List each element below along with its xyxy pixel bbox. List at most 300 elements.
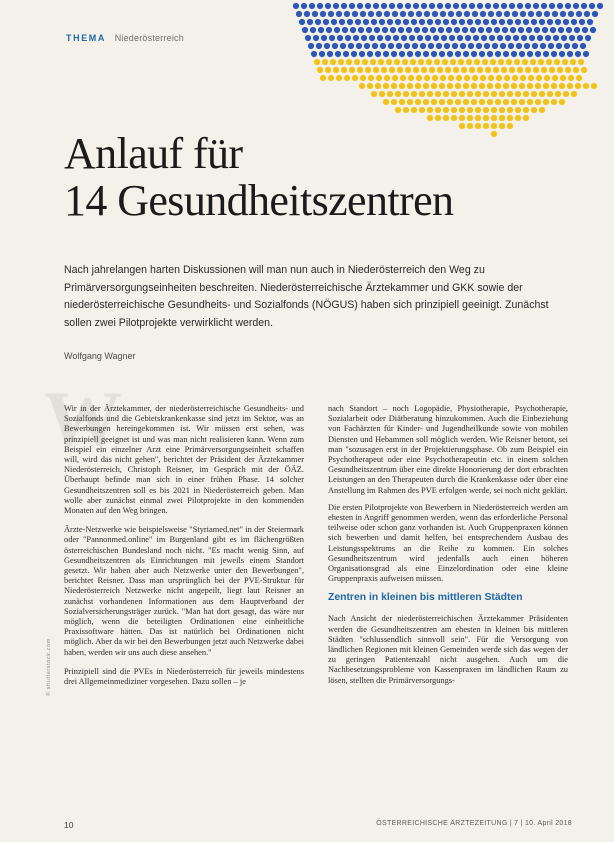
flag-dot — [477, 3, 483, 9]
flag-dot — [490, 59, 496, 65]
flag-dot — [308, 43, 314, 49]
flag-dot — [410, 59, 416, 65]
flag-dot — [480, 75, 486, 81]
flag-dot — [431, 51, 437, 57]
flag-dot — [575, 83, 581, 89]
flag-dot — [511, 83, 517, 89]
flag-dot — [571, 91, 577, 97]
flag-dot — [423, 83, 429, 89]
flag-dot — [429, 67, 435, 73]
flag-dot — [585, 35, 591, 41]
flag-dot — [485, 67, 491, 73]
flag-dot — [436, 43, 442, 49]
flag-dot — [411, 107, 417, 113]
flag-dot — [483, 115, 489, 121]
flag-dot — [479, 99, 485, 105]
flag-dot — [488, 75, 494, 81]
flag-dot — [488, 11, 494, 17]
flag-dot — [415, 51, 421, 57]
flag-dot — [573, 3, 579, 9]
flag-dot — [347, 19, 353, 25]
flag-dot — [553, 35, 559, 41]
flag-dot — [486, 27, 492, 33]
flag-dot — [435, 91, 441, 97]
flag-dot — [461, 67, 467, 73]
flag-dot — [429, 3, 435, 9]
flag-dot — [491, 91, 497, 97]
flag-dot — [500, 43, 506, 49]
flag-dot — [547, 91, 553, 97]
flag-dot — [470, 27, 476, 33]
flag-dot — [433, 35, 439, 41]
flag-dot — [419, 91, 425, 97]
flag-dot — [497, 35, 503, 41]
flag-dot — [483, 123, 489, 129]
flag-dot — [403, 91, 409, 97]
flag-dot — [324, 43, 330, 49]
flag-dot — [464, 75, 470, 81]
flag-dot — [317, 3, 323, 9]
flag-dot — [507, 115, 513, 121]
flag-dot — [373, 67, 379, 73]
flag-dot — [517, 67, 523, 73]
flag-dot — [528, 75, 534, 81]
flag-dot — [388, 43, 394, 49]
flag-dot — [316, 43, 322, 49]
flag-dot — [503, 83, 509, 89]
flag-dot — [542, 27, 548, 33]
flag-dot — [530, 59, 536, 65]
flag-dot — [468, 43, 474, 49]
flag-dot — [459, 107, 465, 113]
flag-dot — [584, 11, 590, 17]
flag-dot — [459, 19, 465, 25]
flag-dot — [491, 19, 497, 25]
flag-dot — [473, 35, 479, 41]
flag-dot — [507, 123, 513, 129]
flag-dot — [400, 75, 406, 81]
flag-dot — [370, 59, 376, 65]
journal-footer: ÖSTERREICHISCHE ÄRZTEZEITUNG | 7 | 10. April 2018 — [376, 820, 572, 827]
flag-dot — [439, 51, 445, 57]
flag-dot — [531, 107, 537, 113]
flag-dot — [359, 51, 365, 57]
flag-dot — [535, 99, 541, 105]
flag-dot — [371, 19, 377, 25]
flag-dot — [485, 3, 491, 9]
flag-dot — [555, 91, 561, 97]
flag-dot — [363, 19, 369, 25]
flag-dot — [467, 115, 473, 121]
flag-dot — [481, 35, 487, 41]
flag-dot — [576, 11, 582, 17]
flag-dot — [427, 115, 433, 121]
flag-dot — [406, 27, 412, 33]
flag-dot — [403, 107, 409, 113]
flag-dot — [382, 27, 388, 33]
flag-dot — [507, 91, 513, 97]
flag-dot — [522, 59, 528, 65]
flag-dot — [432, 75, 438, 81]
flag-dot — [484, 43, 490, 49]
kicker-label: THEMA — [66, 33, 106, 43]
flag-dot — [326, 27, 332, 33]
flag-dot — [533, 67, 539, 73]
flag-dot — [549, 67, 555, 73]
flag-dot — [480, 11, 486, 17]
flag-dot — [381, 67, 387, 73]
flag-dot — [535, 51, 541, 57]
flag-dot — [365, 67, 371, 73]
flag-dot — [541, 3, 547, 9]
flag-dot — [492, 43, 498, 49]
flag-dot — [472, 11, 478, 17]
flag-dot — [435, 115, 441, 121]
flag-dot — [440, 11, 446, 17]
flag-dot — [451, 115, 457, 121]
flag-dot — [523, 91, 529, 97]
flag-dot — [391, 51, 397, 57]
body-paragraph: Prinzipiell sind die PVEs in Niederösterreich für jeweils mindestens drei Allgemeinmediziner vorgesehen. Dazu sollen – je — [64, 666, 304, 687]
flag-dot — [396, 43, 402, 49]
flag-dot — [562, 59, 568, 65]
flag-dot — [368, 75, 374, 81]
flag-dot — [459, 115, 465, 121]
flag-dot — [354, 59, 360, 65]
flag-dot — [305, 35, 311, 41]
flag-dot — [504, 75, 510, 81]
flag-dot — [451, 19, 457, 25]
flag-dot — [443, 115, 449, 121]
flag-dot — [325, 67, 331, 73]
flag-dot — [397, 3, 403, 9]
flag-dot — [531, 19, 537, 25]
flag-dot — [483, 107, 489, 113]
flag-dot — [373, 3, 379, 9]
flag-dot — [408, 75, 414, 81]
flag-dot — [375, 51, 381, 57]
flag-dot — [496, 75, 502, 81]
flag-dot — [498, 59, 504, 65]
flag-dot — [435, 107, 441, 113]
flag-dot — [454, 27, 460, 33]
lead-paragraph: Nach jahrelangen harten Diskussionen will man nun auch in Niederösterreich den Weg zu Primärversorgungseinheiten beschreiten. Niederösterreichische Ärztekammer und GKK sowie der niederösterreichische Gesundheits- und Sozialfonds (NÖGUS) haben sich prinzipiell geeinigt. Zunächst sollen zwei Pilotprojekte verwirklicht werden. — [64, 264, 549, 329]
flag-dot — [590, 27, 596, 33]
flag-dot — [466, 59, 472, 65]
flag-dot — [398, 27, 404, 33]
flag-dot — [548, 43, 554, 49]
flag-dot — [551, 83, 557, 89]
flag-dot — [336, 11, 342, 17]
flag-dot — [507, 19, 513, 25]
flag-dot — [536, 75, 542, 81]
flag-dot — [411, 19, 417, 25]
flag-dot — [519, 51, 525, 57]
flag-dot — [344, 11, 350, 17]
flag-dot — [424, 75, 430, 81]
body-column-1 — [64, 404, 304, 696]
flag-dot — [367, 83, 373, 89]
flag-dot — [441, 35, 447, 41]
flag-dot — [400, 11, 406, 17]
flag-dot — [502, 27, 508, 33]
flag-dot — [559, 51, 565, 57]
flag-dot — [451, 107, 457, 113]
flag-dot — [384, 75, 390, 81]
flag-dot — [567, 51, 573, 57]
flag-dot — [539, 91, 545, 97]
flag-dot — [564, 43, 570, 49]
flag-dot — [341, 3, 347, 9]
flag-dot — [491, 115, 497, 121]
flag-dot — [312, 11, 318, 17]
flag-dot — [432, 11, 438, 17]
flag-dot — [378, 59, 384, 65]
flag-dot — [456, 11, 462, 17]
flag-dot — [512, 11, 518, 17]
flag-dot — [340, 43, 346, 49]
flag-dot — [474, 59, 480, 65]
flag-dot — [307, 19, 313, 25]
flag-dot — [544, 11, 550, 17]
flag-dot — [405, 3, 411, 9]
flag-dot — [479, 51, 485, 57]
flag-dot — [523, 107, 529, 113]
flag-dot — [455, 99, 461, 105]
flag-dot — [377, 35, 383, 41]
flag-dot — [438, 27, 444, 33]
flag-dot — [322, 59, 328, 65]
flag-dot — [510, 27, 516, 33]
flag-dot — [520, 11, 526, 17]
body-paragraph: nach Standort – noch Logopädie, Physiotherapie, Psychotherapie, Sozialarbeit oder Diätberatung hinzukommen. Auch die Einbeziehung von Fachärzten für Kinder- und Jugendheilkunde sowie von mobilen Diensten und Hebammen soll möglich werden. Wie Reisner betont, sei man "sozusagen erst in der Projektierungsphase. Ob zum Beispiel ein Psychotherapeut oder eine Psychotherapeutin etc. in einem solchen Gesundheitszentrum über eine direkte Honorierung der dort erbrachten Leistungen an den Therapeuten durch die Krankenkasse oder über eine Anstellung im Rahmen des PVE erfolgen werde, sei noch nicht geklärt. — [328, 404, 568, 495]
flag-dot — [361, 35, 367, 41]
flag-dot — [578, 59, 584, 65]
flag-dot — [469, 3, 475, 9]
flag-dot — [372, 43, 378, 49]
flag-dot — [533, 3, 539, 9]
headline-line-2: 14 Gesundheitszentren — [64, 176, 454, 225]
flag-dot — [509, 67, 515, 73]
flag-dot — [471, 51, 477, 57]
section-subhead: Zentren in kleinen bis mittleren Städten — [328, 592, 523, 604]
flag-dot — [348, 43, 354, 49]
flag-dot — [387, 19, 393, 25]
flag-dot — [337, 35, 343, 41]
flag-dot — [543, 99, 549, 105]
flag-dot — [335, 51, 341, 57]
flag-dot — [415, 99, 421, 105]
flag-dot — [577, 35, 583, 41]
flag-dot — [527, 51, 533, 57]
flag-dot — [565, 3, 571, 9]
flag-dot — [416, 75, 422, 81]
flag-dot — [472, 75, 478, 81]
flag-dot — [469, 67, 475, 73]
flag-dot — [587, 19, 593, 25]
author-byline: Wolfgang Wagner — [64, 351, 136, 361]
flag-dot — [558, 27, 564, 33]
flag-dot — [597, 3, 603, 9]
flag-dot — [491, 107, 497, 113]
flag-dot — [539, 19, 545, 25]
flag-dot — [385, 35, 391, 41]
flag-dot — [583, 51, 589, 57]
flag-dot — [523, 19, 529, 25]
flag-dot — [471, 99, 477, 105]
flag-dot — [408, 11, 414, 17]
flag-dot — [422, 27, 428, 33]
flag-dot — [416, 11, 422, 17]
flag-dot — [304, 11, 310, 17]
flag-dot — [407, 83, 413, 89]
flag-dot — [447, 83, 453, 89]
flag-dot — [431, 99, 437, 105]
flag-dot — [527, 83, 533, 89]
flag-dot — [395, 91, 401, 97]
flag-dot — [394, 59, 400, 65]
flag-dot — [451, 91, 457, 97]
flag-dot — [475, 123, 481, 129]
flag-dot — [328, 75, 334, 81]
flag-dot — [368, 11, 374, 17]
flag-dot — [552, 11, 558, 17]
flag-dot — [461, 3, 467, 9]
flag-dot — [321, 35, 327, 41]
flag-dot — [333, 67, 339, 73]
flag-dot — [430, 27, 436, 33]
flag-dot — [482, 59, 488, 65]
flag-dot — [418, 59, 424, 65]
flag-dot — [357, 67, 363, 73]
flag-dot — [379, 91, 385, 97]
flag-dot — [467, 19, 473, 25]
flag-dot — [309, 3, 315, 9]
flag-dot — [519, 99, 525, 105]
flag-dot — [449, 35, 455, 41]
flag-dot — [420, 43, 426, 49]
flag-dot — [458, 59, 464, 65]
flag-dot — [534, 27, 540, 33]
flag-dot — [413, 3, 419, 9]
flag-dot — [478, 27, 484, 33]
flag-dot — [551, 51, 557, 57]
flag-dot — [399, 83, 405, 89]
flag-dot — [529, 35, 535, 41]
flag-dot — [550, 27, 556, 33]
flag-dot — [391, 83, 397, 89]
flag-dot — [352, 11, 358, 17]
flag-dot — [443, 107, 449, 113]
flag-dot — [549, 3, 555, 9]
flag-dot — [415, 83, 421, 89]
flag-dot — [397, 67, 403, 73]
flag-dot — [499, 107, 505, 113]
flag-dot — [475, 107, 481, 113]
flag-dot — [495, 99, 501, 105]
flag-dot — [528, 11, 534, 17]
flag-dot — [431, 83, 437, 89]
flag-dot — [345, 35, 351, 41]
flag-dot — [543, 51, 549, 57]
flag-dot — [491, 131, 497, 137]
flag-dot — [463, 83, 469, 89]
body-paragraph: Die ersten Pilotprojekte von Bewerbern in Niederösterreich werden am ehesten in Angriff genommen werden, wenn das erforderliche Personal teilweise oder schon ganz vorhanden ist. Auch Gruppenpraxen können sich bewerben und damit helfen, bei entsprechendem Ausbau des Leistungsspektrums an die Reihe zu kommen. Ein solches Gesundheitszentrum wird jedenfalls auch einen höheren Organisationsgrad als eine Einzelordination oder eine kleine Gruppenpraxis aufweisen müssen. — [328, 502, 568, 584]
flag-dot — [351, 51, 357, 57]
flag-dot — [563, 19, 569, 25]
flag-dot — [339, 19, 345, 25]
flag-dot — [383, 99, 389, 105]
flag-dot — [475, 115, 481, 121]
flag-dot — [459, 123, 465, 129]
flag-dot — [569, 35, 575, 41]
flag-dot — [412, 43, 418, 49]
kicker-section: Niederösterreich — [114, 33, 184, 43]
flag-dot — [463, 99, 469, 105]
flag-dot — [455, 83, 461, 89]
flag-dot — [559, 99, 565, 105]
body-paragraph: Ärzte-Netzwerke wie beispielsweise "Styriamed.net" in der Steiermark oder "Pannonmed.online" im Burgenland gibt es im flächengrößten österreichischen Bundesland noch nicht. "Es macht wenig Sinn, auf Gesundheitszentren als Einrichtungen mit jeweils einem Standort gesetzt. Wir haben aber auch Netzwerke unter den Bewerbungen", berichtet Reisner. Dass man ursprünglich bei der PVE-Struktur für Niederösterreich Netzwerke nicht angepeilt, liegt laut Reisner an zunächst vorhandenen Informationen aus dem Hauptverband der Sozialversicherungsträger zurück. "Man hat dort gesagt, das wäre nur möglich, wenn die beteiligten Ordinationen eine einheitliche Praxissoftware hätten. Das ist natürlich bei Ordinationen nicht möglich. Aber da wir bei den Bewerbungen jetzt auch Netzwerke dabei haben, werden wir uns auch diese ansehen." — [64, 525, 304, 657]
flag-dot — [325, 3, 331, 9]
flag-dot — [375, 83, 381, 89]
flag-dot — [352, 75, 358, 81]
flag-dot — [570, 59, 576, 65]
flag-dot — [437, 3, 443, 9]
flag-dot — [327, 51, 333, 57]
flag-dot — [383, 51, 389, 57]
flag-dot — [499, 115, 505, 121]
flag-dot — [561, 35, 567, 41]
flag-dot — [459, 91, 465, 97]
flag-dot — [471, 83, 477, 89]
flag-dot — [402, 59, 408, 65]
flag-dot — [583, 83, 589, 89]
flag-dot — [311, 51, 317, 57]
flag-dot — [453, 67, 459, 73]
flag-dot — [494, 27, 500, 33]
flag-dot — [427, 19, 433, 25]
flag-dot — [511, 51, 517, 57]
flag-dot — [535, 83, 541, 89]
flag-dot — [493, 3, 499, 9]
flag-dot — [545, 35, 551, 41]
flag-dot — [346, 59, 352, 65]
flag-dot — [423, 99, 429, 105]
flag-dot — [445, 3, 451, 9]
flag-dot — [421, 3, 427, 9]
flag-dot — [427, 107, 433, 113]
flag-dot — [426, 59, 432, 65]
flag-dot — [503, 99, 509, 105]
flag-dot — [380, 43, 386, 49]
section-kicker — [66, 33, 184, 43]
flag-dot — [414, 27, 420, 33]
flag-dot — [541, 67, 547, 73]
flag-dot — [296, 11, 302, 17]
flag-dot — [501, 3, 507, 9]
flag-dot — [457, 35, 463, 41]
decorative-dropcap: W — [44, 375, 122, 462]
flag-dot — [356, 43, 362, 49]
flag-dot — [440, 75, 446, 81]
flag-dot — [399, 99, 405, 105]
flag-dot — [399, 51, 405, 57]
flag-dot — [338, 59, 344, 65]
flag-dot — [592, 11, 598, 17]
flag-dot — [580, 43, 586, 49]
flag-dot — [353, 35, 359, 41]
flag-dot — [560, 75, 566, 81]
